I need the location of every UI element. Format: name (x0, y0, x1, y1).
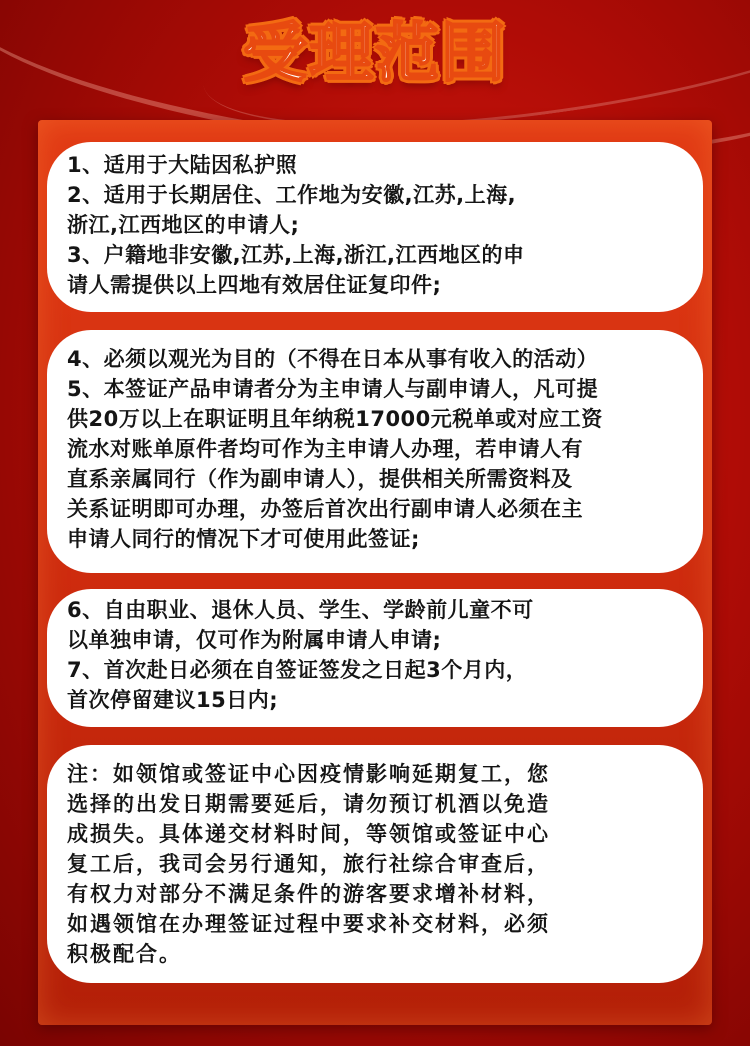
info-line: 6、自由职业、退休人员、学生、学龄前儿童不可 (67, 598, 534, 622)
info-card-applicants (47, 330, 703, 573)
info-line: 积极配合。 (67, 942, 182, 966)
info-line: 以单独申请，仅可作为附属申请人申请; (67, 628, 442, 652)
info-line: 注：如领馆或签证中心因疫情影响延期复工，您 (67, 762, 550, 786)
info-line: 直系亲属同行（作为副申请人），提供相关所需资料及 (67, 467, 573, 491)
info-line: 首次停留建议15日内; (67, 688, 279, 712)
info-line: 选择的出发日期需要延后，请勿预订机酒以免造 (67, 792, 550, 816)
info-card-eligibility (47, 142, 703, 312)
info-line: 2、适用于长期居住、工作地为安徽,江苏,上海, (67, 183, 517, 207)
info-line: 3、户籍地非安徽,江苏,上海,浙江,江西地区的申 (67, 243, 525, 267)
info-line: 复工后，我司会另行通知，旅行社综合审查后， (67, 852, 550, 876)
info-line: 流水对账单原件者均可作为主申请人办理，若申请人有 (67, 437, 583, 461)
info-line: 如遇领馆在办理签证过程中要求补交材料，必须 (67, 912, 550, 936)
info-line: 5、本签证产品申请者分为主申请人与副申请人，凡可提 (67, 377, 599, 401)
info-card-restrictions (47, 589, 703, 727)
info-line: 7、首次赴日必须在自签证签发之日起3个月内， (67, 658, 528, 682)
info-line: 请人需提供以上四地有效居住证复印件; (67, 273, 442, 297)
info-line: 浙江,江西地区的申请人; (67, 213, 300, 237)
info-line: 1、适用于大陆因私护照 (67, 153, 298, 177)
info-line: 4、必须以观光为目的（不得在日本从事有收入的活动） (67, 347, 599, 371)
info-line: 有权力对部分不满足条件的游客要求增补材料， (67, 882, 550, 906)
info-line: 成损失。具体递交材料时间，等领馆或签证中心 (67, 822, 550, 846)
info-line: 供20万以上在职证明且年纳税17000元税单或对应工资 (67, 407, 603, 431)
info-line: 申请人同行的情况下才可使用此签证; (67, 527, 420, 551)
info-card-notice (47, 745, 703, 983)
info-line: 关系证明即可办理，办签后首次出行副申请人必须在主 (67, 497, 583, 521)
page-title: 受理范围 (243, 17, 507, 91)
